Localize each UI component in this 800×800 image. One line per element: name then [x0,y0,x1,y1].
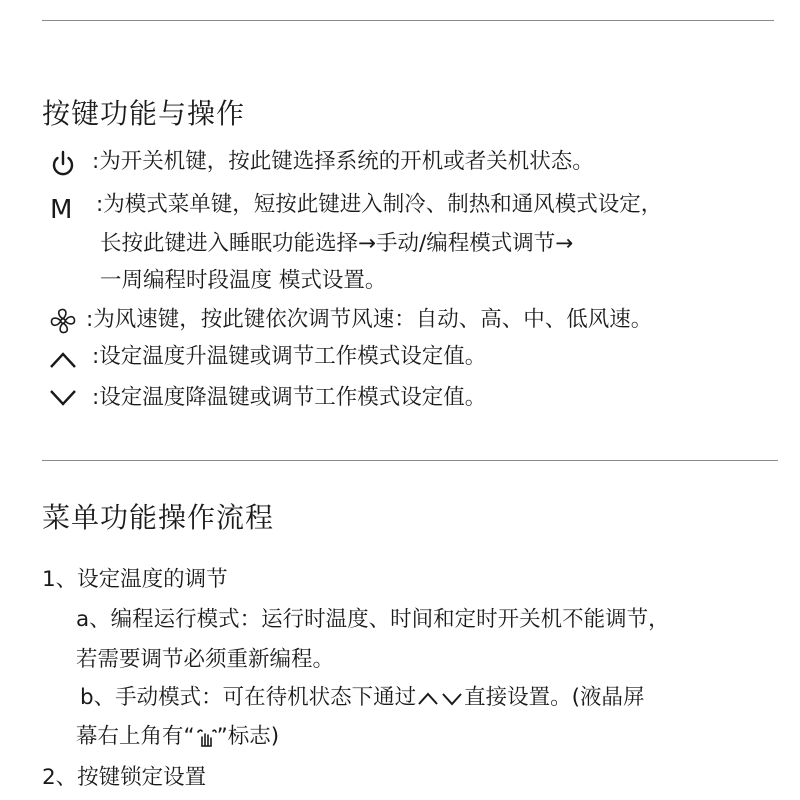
power-icon [50,150,76,178]
list-item-program-mode-line1: a、编程运行模式：运行时温度、时间和定时开关机不能调节， [76,607,670,632]
temperature-down-key-description: :设定温度降温键或调节工作模式设定值。 [92,385,487,410]
section-divider [42,460,778,461]
section-title-menu-flow: 菜单功能操作流程 [42,501,275,534]
top-divider [42,20,774,21]
fan-speed-key-description: :为风速键，按此键依次调节风速：自动、高、中、低风速。 [86,307,653,332]
chevron-down-icon [48,388,78,408]
hand-icon [195,726,217,748]
list-item-set-temperature: 1、设定温度的调节 [42,567,228,592]
list-item-manual-mode-line2 [76,722,279,752]
mode-key-description-line2: 长按此键进入睡眠功能选择→手动/编程模式调节→ [100,231,574,256]
hand-mark-text-after: ”标志) [216,724,280,749]
mode-key-description-line3: 一周编程时段温度 模式设置。 [100,268,387,293]
mode-m-icon: M [50,195,73,225]
section-title-key-functions: 按键功能与操作 [42,97,246,130]
hand-mark-text-before: 幕右上角有“ [76,724,195,749]
list-item-program-mode-line2: 若需要调节必须重新编程。 [76,647,335,672]
list-item-key-lock: 2、按键锁定设置 [42,765,207,790]
chevron-down-icon [440,689,464,707]
chevron-up-icon [416,689,440,707]
mode-key-description-line1: :为模式菜单键，短按此键进入制冷、制热和通风模式设定， [96,192,663,217]
fan-icon [48,306,78,336]
list-item-manual-mode-line1 [80,683,645,713]
manual-mode-text-after: 直接设置。(液晶屏 [464,685,645,710]
power-key-description: :为开关机键，按此键选择系统的开机或者关机状态。 [92,149,594,174]
temperature-up-key-description: :设定温度升温键或调节工作模式设定值。 [92,344,487,369]
manual-mode-text-before: b、手动模式：可在待机状态下通过 [80,685,417,710]
chevron-up-icon [48,350,78,370]
